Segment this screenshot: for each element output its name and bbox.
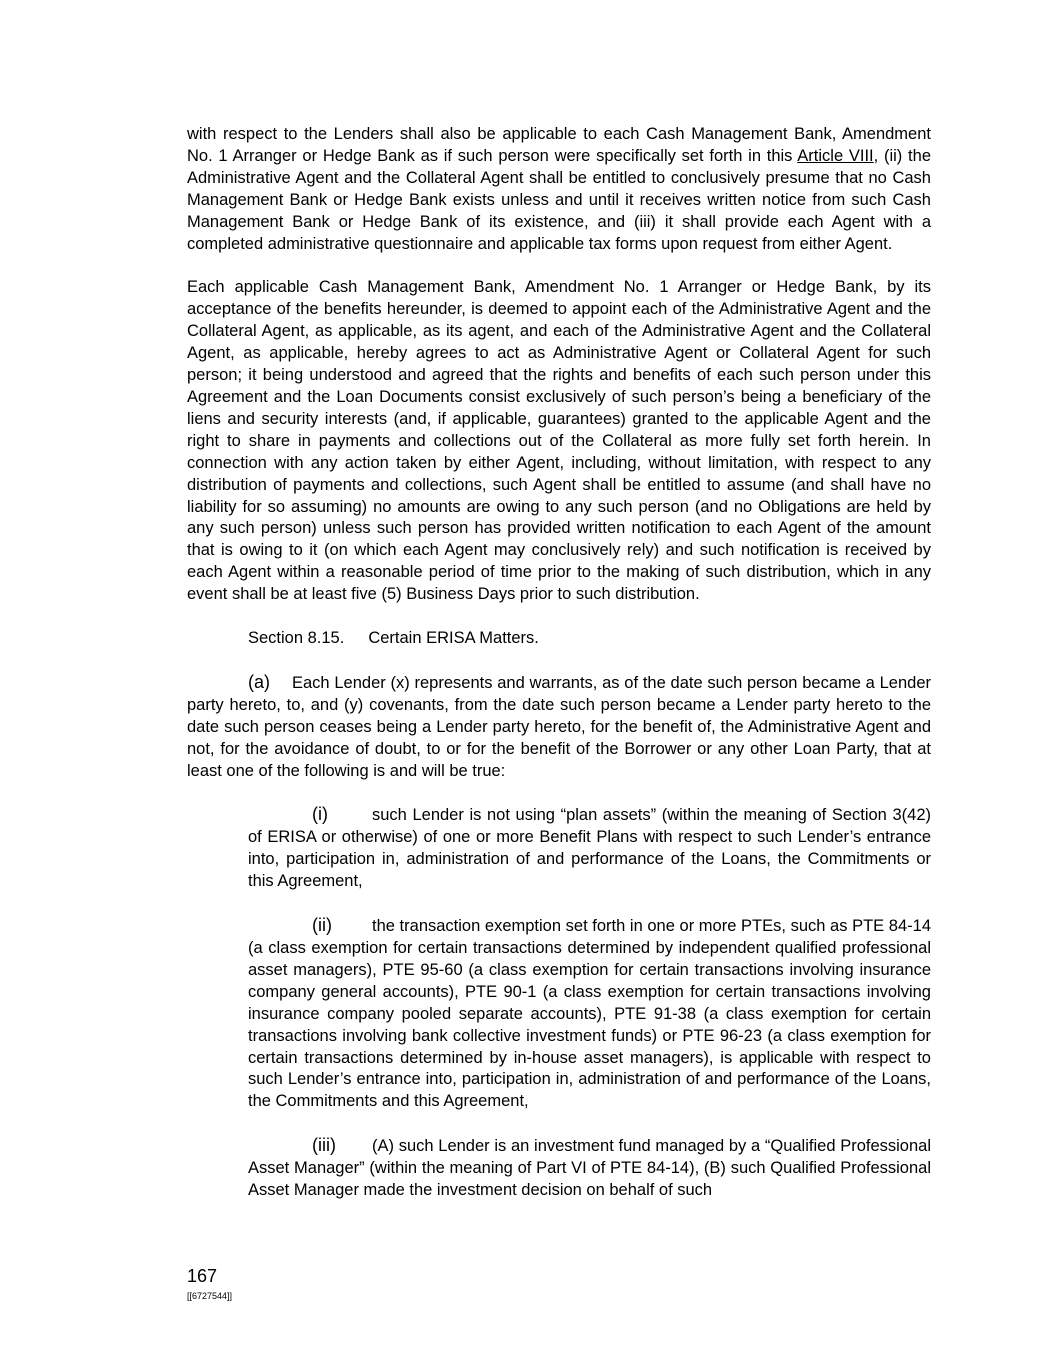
section-number: Section 8.15. [248,629,345,648]
subparagraph-iii-text: (A) such Lender is an investment fund managed by a “Qualified Professional Asset Manager” (within the meaning of Part VI of PTE 84-14), (B) such Qualified Professional Asset Manager made the investment decision on behalf of such [248,1137,931,1200]
paragraph-text: with respect to the Lenders shall also be applicable to each Cash Management Bank, Amendment No. 1 Arranger or Hedge Bank as if such person were specifically set forth in this [187,125,931,165]
subparagraph-i-text: such Lender is not using “plan assets” (within the meaning of Section 3(42) of ERISA or otherwise) of one or more Benefit Plans with respect to such Lender’s entrance into, participation in, administration of and performance of the Loans, the Commitments or this Agreement, [248,806,931,891]
subparagraph-i [187,804,931,893]
subparagraph-ii-text: the transaction exemption set forth in one or more PTEs, such as PTE 84-14 (a class exemption for certain transactions determined by independent qualified professional asset managers), PTE 95-60 (a class exemption for certain transactions involving insurance company general accounts), PTE 90-1 (a class exemption for certain transactions involving insurance company pooled separate accounts), PTE 91-38 (a class exemption for certain transactions involving bank collective investment funds) or PTE 96-23 (a class exemption for certain transactions determined by in-house asset managers), is applicable with respect to such Lender’s entrance into, participation in, administration of and performance of the Loans, the Commitments and this Agreement, [248,917,931,1111]
subparagraph-i-label: (i) [312,804,328,825]
subparagraph-iii [187,1135,931,1202]
subparagraph-iii-label: (iii) [312,1135,336,1156]
page-body [187,124,931,1202]
paragraph-a [187,672,931,783]
article-reference-link: Article VIII [797,146,874,165]
section-title: Certain ERISA Matters. [368,629,539,648]
paragraph-a-text: Each Lender (x) represents and warrants, as of the date such person became a Lender party hereto, to, and (y) covenants, from the date such person became a Lender party hereto to the date such person ceases being a Lender party hereto, for the benefit of, the Administrative Agent and not, for the avoidance of doubt, to or for the benefit of the Borrower or any other Loan Party, that at least one of the following is and will be true: [187,673,931,780]
paragraph-cash-management-bank: Each applicable Cash Management Bank, Amendment No. 1 Arranger or Hedge Bank, by its acceptance of the benefits hereunder, is deemed to appoint each of the Administrative Agent and the Collateral Agent, as applicable, as its agent, and each of the Administrative Agent and the Collateral Agent, as applicable, hereby agrees to act as Administrative Agent or Collateral Agent for such person; it being understood and agreed that the rights and benefits of each such person under this Agreement and the Loan Documents consist exclusively of such person’s being a beneficiary of the liens and security interests (and, if applicable, guarantees) granted to the applicable Agent and the right to share in payments and collections out of the Collateral as more fully set forth herein. In connection with any action taken by either Agent, including, without limitation, with respect to any distribution of payments and collections, such Agent shall be entitled to assume (and shall have no liability for so assuming) no amounts are owing to any such person (and no Obligations are held by any such person) unless such person has provided written notification to each Agent of the amount that is owing to it (on which each Agent may conclusively rely) and such notification is received by each Agent within a reasonable period of time prior to the making of such distribution, which in any event shall be at least five (5) Business Days prior to such distribution. [187,278,931,604]
paragraph-continuation [187,124,931,255]
section-heading [187,628,931,650]
paragraph-text: , (ii) the Administrative Agent and the Collateral Agent shall be entitled to conclusively presume that no Cash Management Bank or Hedge Bank exists unless and until it receives written notice from such Cash Management Bank or Hedge Bank of its existence, and (iii) it shall provide each Agent with a completed administrative questionnaire and applicable tax forms upon request from either Agent. [187,146,931,253]
subparagraph-ii-label: (ii) [312,915,332,936]
page-number: 167 [187,1266,218,1286]
subparagraph-ii [187,915,931,1113]
paragraph-a-label: (a) [248,671,270,692]
document-id: [[6727544]] [187,1291,233,1301]
